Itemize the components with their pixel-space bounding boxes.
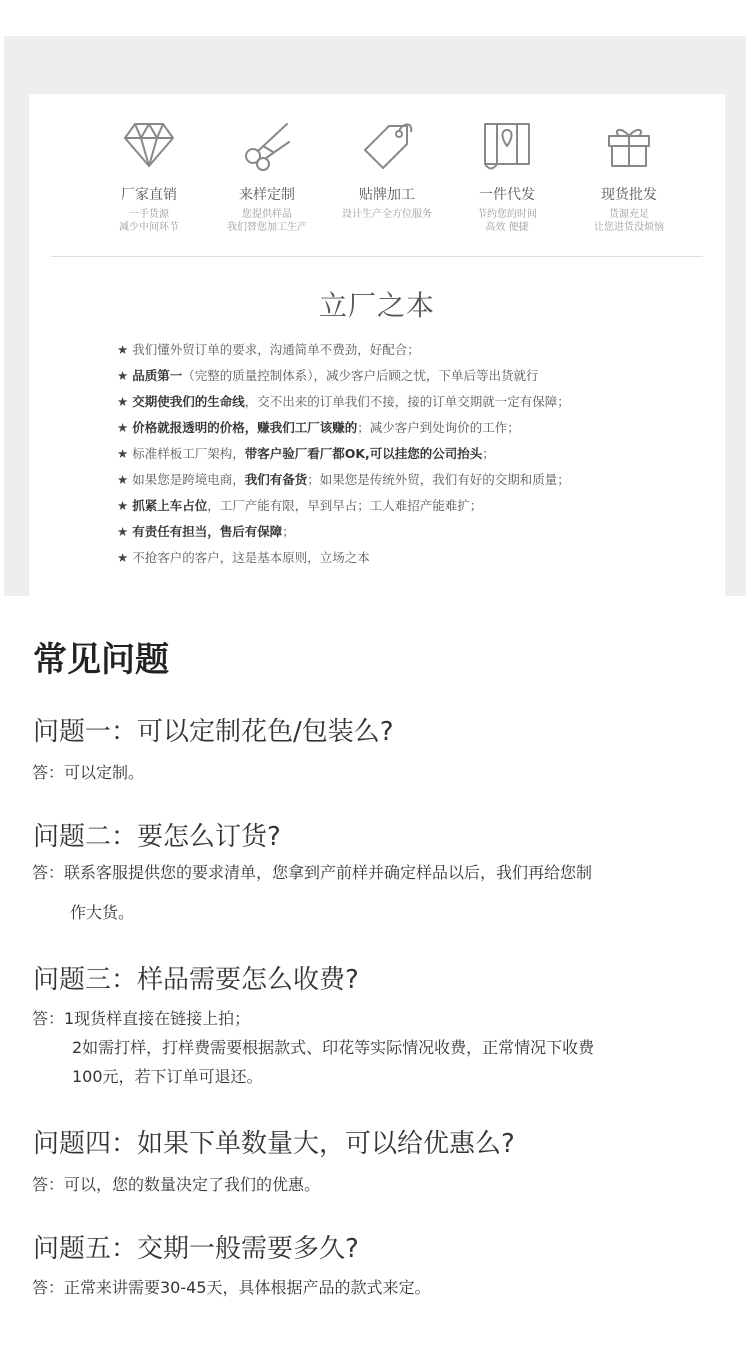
top-band (4, 36, 746, 596)
feature-wholesale (569, 116, 689, 234)
star-icon: ★ (117, 472, 129, 487)
star-icon: ★ (117, 394, 129, 409)
feature-title: 现货批发 (601, 187, 657, 203)
list-item: ★ 我们懂外贸订单的要求，沟通简单不费劲，好配合； (117, 342, 420, 357)
faq-answer: 答：1现货样直接在链接上拍； 2如需打样，打样费需要根据款式、印花等实际情况收费，正常情况下收费 100元，若下订单可退还。 (32, 1009, 595, 1086)
list-item: ★ 有责任有担当，售后有保障； (117, 524, 295, 539)
feature-title: 来样定制 (239, 187, 295, 203)
feature-subtitle: 减少中间环节 (119, 222, 179, 233)
feature-subtitle: 货源充足 (609, 209, 649, 220)
feature-title: 厂家直销 (121, 187, 177, 203)
feature-title: 贴牌加工 (359, 187, 415, 203)
feature-row (89, 116, 689, 246)
scissors-icon (239, 116, 295, 172)
principles-list (117, 340, 707, 574)
feature-title: 一件代发 (479, 187, 535, 203)
faq-question: 问题一：可以定制花色/包装么? (33, 717, 394, 747)
faq-heading: 常见问题 (33, 640, 169, 680)
faq-question: 问题二：要怎么订货? (33, 822, 281, 852)
star-icon: ★ (117, 420, 129, 435)
list-item: ★ 交期使我们的生命线，交不出来的订单我们不接，接的订单交期就一定有保障； (117, 394, 570, 409)
star-icon: ★ (117, 446, 129, 461)
star-icon: ★ (117, 342, 129, 357)
faq-question: 问题三：样品需要怎么收费? (33, 965, 359, 995)
faq-question: 问题四：如果下单数量大，可以给优惠么? (33, 1129, 515, 1159)
feature-dropship (447, 116, 567, 234)
list-item: ★ 抓紧上车占位，工厂产能有限，早到早占；工人难招产能难扩； (117, 498, 483, 513)
faq-answer: 答：正常来讲需要30-45天，具体根据产品的款式来定。 (32, 1278, 431, 1297)
map-icon (479, 116, 535, 172)
feature-factory-direct (89, 116, 209, 234)
tag-icon (359, 116, 415, 172)
feature-subtitle: 您提供样品 (242, 209, 292, 220)
list-item: ★ 如果您是跨境电商，我们有备货；如果您是传统外贸，我们有好的交期和质量； (117, 472, 570, 487)
star-icon: ★ (117, 498, 129, 513)
feature-subtitle: 节约您的时间 (477, 209, 537, 220)
feature-custom-sample (207, 116, 327, 234)
faq-section (32, 635, 733, 1297)
feature-subtitle: 设计生产全方位服务 (342, 209, 432, 220)
faq-answer: 答：可以定制。 (32, 763, 145, 782)
list-item: ★ 标准样板工厂架构，带客户验厂看厂都OK,可以挂您的公司抬头； (117, 446, 495, 461)
star-icon: ★ (117, 368, 129, 383)
star-icon: ★ (117, 550, 129, 565)
feature-subtitle: 我们替您加工生产 (227, 222, 307, 233)
features-card (29, 94, 725, 600)
gift-icon (601, 116, 657, 172)
feature-subtitle: 让您进货没烦恼 (594, 222, 664, 233)
diamond-icon (121, 116, 177, 172)
feature-subtitle: 高效 便捷 (485, 222, 529, 233)
faq-answer: 答：可以，您的数量决定了我们的优惠。 (32, 1175, 321, 1194)
list-item: ★ 价格就报透明的价格，赚我们工厂该赚的；减少客户到处询价的工作； (117, 420, 520, 435)
feature-subtitle: 一手货源 (129, 209, 169, 220)
list-item: ★ 不抢客户的客户，这是基本原则，立场之本 (117, 550, 370, 565)
faq-answer: 答：联系客服提供您的要求清单，您拿到产前样并确定样品以后，我们再给您制 作大货。 (32, 863, 593, 922)
divider (51, 256, 703, 257)
feature-oem (327, 116, 447, 221)
section-title: 立厂之本 (318, 289, 435, 322)
list-item: ★ 品质第一（完整的质量控制体系），减少客户后顾之忧，下单后等出货就行 (117, 368, 539, 383)
star-icon: ★ (117, 524, 129, 539)
faq-question: 问题五：交期一般需要多久? (33, 1234, 359, 1264)
